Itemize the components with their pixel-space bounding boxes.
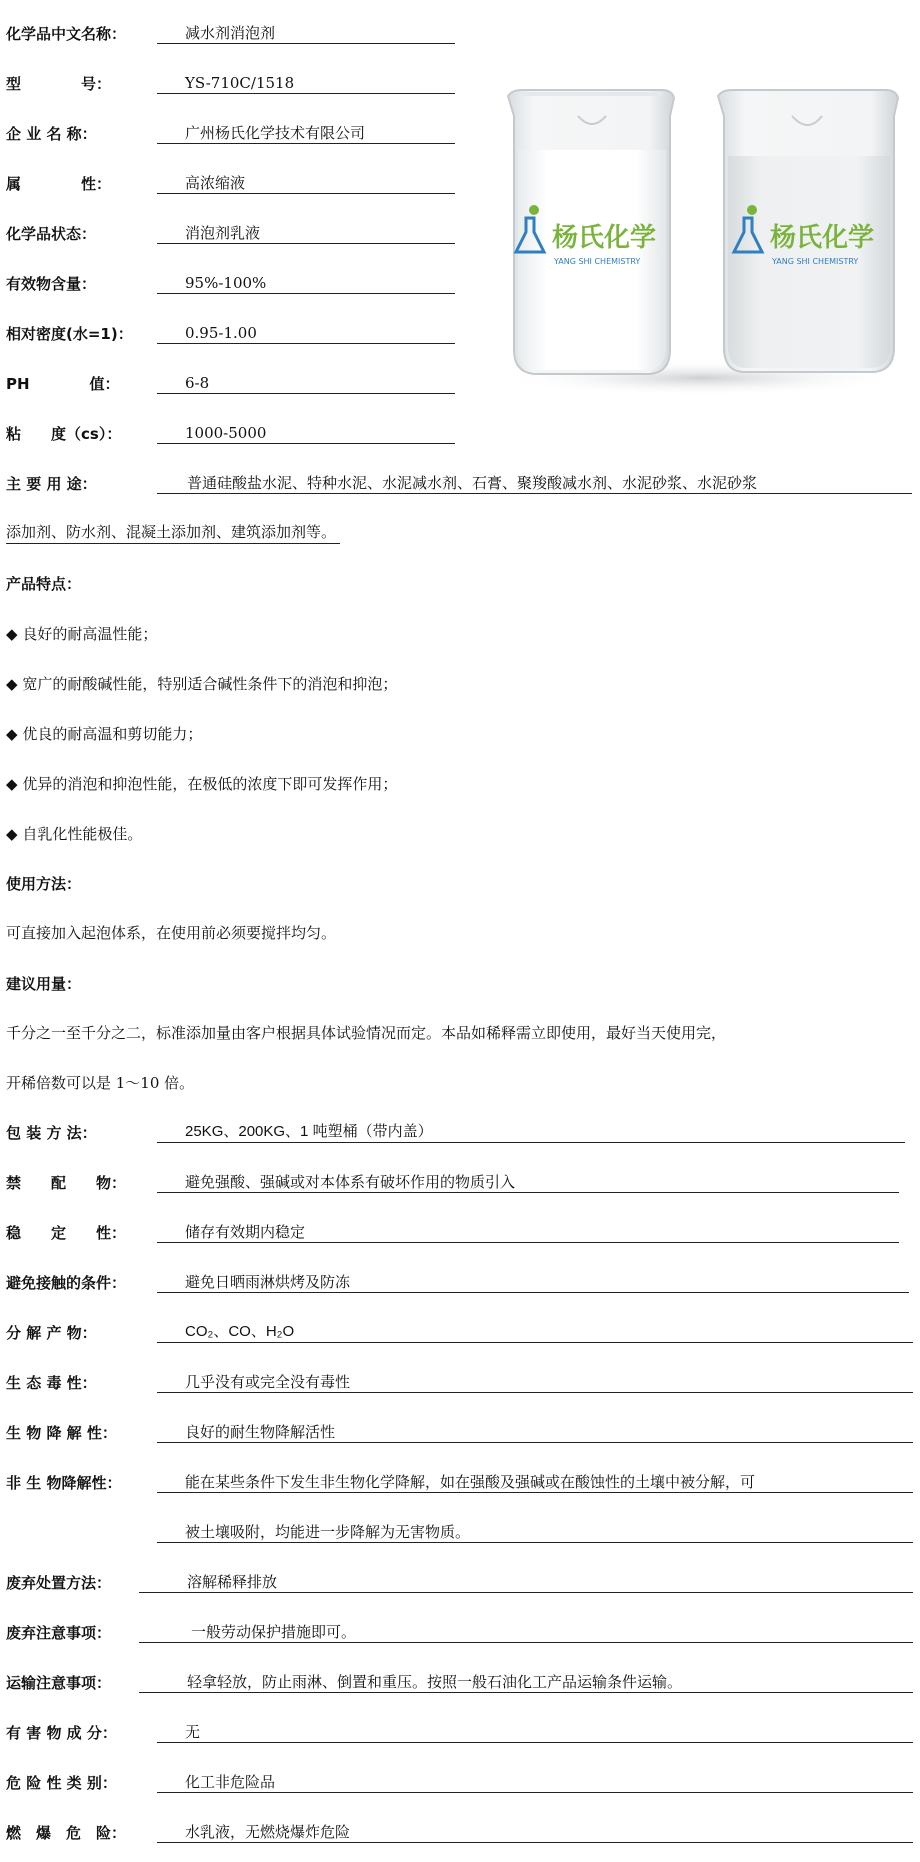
field-label: 化学品中文名称：	[6, 25, 127, 43]
usage-label: 主 要 用 途：	[6, 475, 97, 493]
field-row	[6, 124, 97, 144]
diamond-icon: ◆	[6, 825, 23, 843]
spec-row	[6, 1623, 111, 1643]
spec-label: 危 险 性 类 别：	[6, 1774, 117, 1792]
spec-value: 一般劳动保护措施即可。	[139, 1622, 913, 1643]
field-label: 粘 度（cs）：	[6, 425, 122, 443]
feature-item	[6, 773, 397, 794]
field-row	[6, 74, 111, 94]
field-label: 属 性：	[6, 175, 112, 193]
field-label: 有效物含量：	[6, 275, 97, 293]
spec-label: 包 装 方 法：	[6, 1124, 97, 1142]
spec-value: 几乎没有或完全没有毒性	[157, 1372, 913, 1393]
brand-sub: YANG SHI CHEMISTRY	[772, 257, 859, 266]
spec-value: 避免强酸、强碱或对本体系有破坏作用的物质引入	[157, 1172, 899, 1193]
spec-row	[6, 1773, 117, 1793]
spec-label: 禁 配 物：	[6, 1174, 127, 1192]
field-row	[6, 424, 121, 444]
spec-row	[6, 1823, 126, 1843]
spec-value: 良好的耐生物降解活性	[157, 1422, 913, 1443]
method-title: 使用方法：	[6, 875, 82, 893]
spec-label: 避免接触的条件：	[6, 1274, 127, 1292]
spec-row	[6, 1373, 97, 1393]
field-label: 型 号：	[6, 75, 112, 93]
nonbio-row	[6, 1473, 121, 1493]
spec-value: 轻拿轻放，防止雨淋、倒置和重压。按照一般石油化工产品运输条件运输。	[139, 1672, 913, 1693]
spec-label: 生 态 毒 性：	[6, 1374, 97, 1392]
spec-row	[6, 1173, 126, 1193]
feature-text: 宽广的耐酸碱性能，特别适合碱性条件下的消泡和抑泡；	[22, 675, 398, 693]
field-label: PH 值：	[6, 375, 120, 393]
diamond-icon: ◆	[6, 675, 23, 693]
field-value: 95%-100%	[157, 273, 455, 294]
spec-value: 水乳液，无燃烧爆炸危险	[157, 1822, 913, 1843]
spec-label: 运输注意事项：	[6, 1674, 112, 1692]
diamond-icon: ◆	[6, 625, 23, 643]
dosage-line-1: 千分之一至千分之二，标准添加量由客户根据具体试验情况而定。本品如稀释需立即使用，最好当天使用完，	[6, 1024, 727, 1042]
brand-name: 杨氏化学	[770, 223, 875, 253]
product-photo	[492, 60, 912, 400]
field-value: 减水剂消泡剂	[157, 23, 455, 44]
spec-value: CO₂、CO、H₂O	[157, 1322, 913, 1343]
dosage-line-2: 开稀倍数可以是 1～10 倍。	[6, 1074, 195, 1092]
spec-row	[6, 1123, 97, 1143]
brand-sub: YANG SHI CHEMISTRY	[554, 257, 641, 266]
spec-label: 燃 爆 危 险：	[6, 1824, 127, 1842]
field-value: 消泡剂乳液	[157, 223, 455, 244]
spec-value: 无	[157, 1722, 913, 1743]
feature-text: 良好的耐高温性能；	[22, 625, 158, 643]
spec-value: 化工非危险品	[157, 1772, 913, 1793]
usage-line-2: 添加剂、防水剂、混凝土添加剂、建筑添加剂等。	[6, 522, 340, 544]
field-value: 1000-5000	[157, 423, 455, 444]
field-row	[6, 374, 120, 394]
dosage-title: 建议用量：	[6, 975, 82, 993]
spec-row	[6, 1723, 117, 1743]
feature-text: 优异的消泡和抑泡性能，在极低的浓度下即可发挥作用；	[22, 775, 398, 793]
field-label: 化学品状态：	[6, 225, 97, 243]
feature-item	[6, 623, 157, 644]
spec-row	[6, 1323, 97, 1343]
feature-item	[6, 723, 202, 744]
field-row	[6, 324, 133, 344]
feature-item	[6, 823, 142, 844]
spec-label: 分 解 产 物：	[6, 1324, 97, 1342]
spec-label: 稳 定 性：	[6, 1224, 127, 1242]
nonbio-label: 非 生 物降解性：	[6, 1474, 122, 1492]
field-row	[6, 174, 111, 194]
spec-label: 有 害 物 成 分：	[6, 1724, 117, 1742]
spec-label: 废弃注意事项：	[6, 1624, 112, 1642]
nonbio-line-2: 被土壤吸附，均能进一步降解为无害物质。	[157, 1522, 913, 1543]
feature-text: 优良的耐高温和剪切能力；	[22, 725, 203, 743]
field-label: 企 业 名 称：	[6, 125, 97, 143]
method-text: 可直接加入起泡体系，在使用前必须要搅拌均匀。	[6, 924, 337, 942]
field-row	[6, 24, 126, 44]
spec-row	[6, 1223, 126, 1243]
spec-row	[6, 1423, 117, 1443]
spec-row	[6, 1273, 126, 1293]
spec-value: 储存有效期内稳定	[157, 1222, 899, 1243]
spec-row	[6, 1573, 111, 1593]
feature-item	[6, 673, 397, 694]
spec-row	[6, 1673, 111, 1693]
features-title: 产品特点：	[6, 575, 82, 593]
field-value: YS-710C/1518	[157, 73, 455, 94]
spec-value: 25KG、200KG、1 吨塑桶（带内盖）	[157, 1122, 905, 1143]
field-row	[6, 274, 96, 294]
field-value: 0.95-1.00	[157, 323, 455, 344]
field-label: 相对密度(水=1)：	[6, 325, 133, 343]
field-value: 6-8	[157, 373, 455, 394]
usage-line-1: 普通硅酸盐水泥、特种水泥、水泥减水剂、石膏、聚羧酸减水剂、水泥砂浆、水泥砂浆	[157, 473, 912, 494]
brand-name: 杨氏化学	[552, 223, 657, 253]
field-value: 高浓缩液	[157, 173, 455, 194]
usage-row	[6, 474, 97, 494]
nonbio-line-1: 能在某些条件下发生非生物化学降解，如在强酸及强碱或在酸蚀性的土壤中被分解，可	[157, 1472, 913, 1493]
spec-value: 避免日晒雨淋烘烤及防冻	[157, 1272, 909, 1293]
spec-value: 溶解稀释排放	[139, 1572, 913, 1593]
spec-label: 废弃处置方法：	[6, 1574, 112, 1592]
spec-label: 生 物 降 解 性：	[6, 1424, 117, 1442]
field-row	[6, 224, 96, 244]
diamond-icon: ◆	[6, 775, 23, 793]
diamond-icon: ◆	[6, 725, 23, 743]
field-value: 广州杨氏化学技术有限公司	[157, 123, 455, 144]
feature-text: 自乳化性能极佳。	[22, 825, 143, 843]
